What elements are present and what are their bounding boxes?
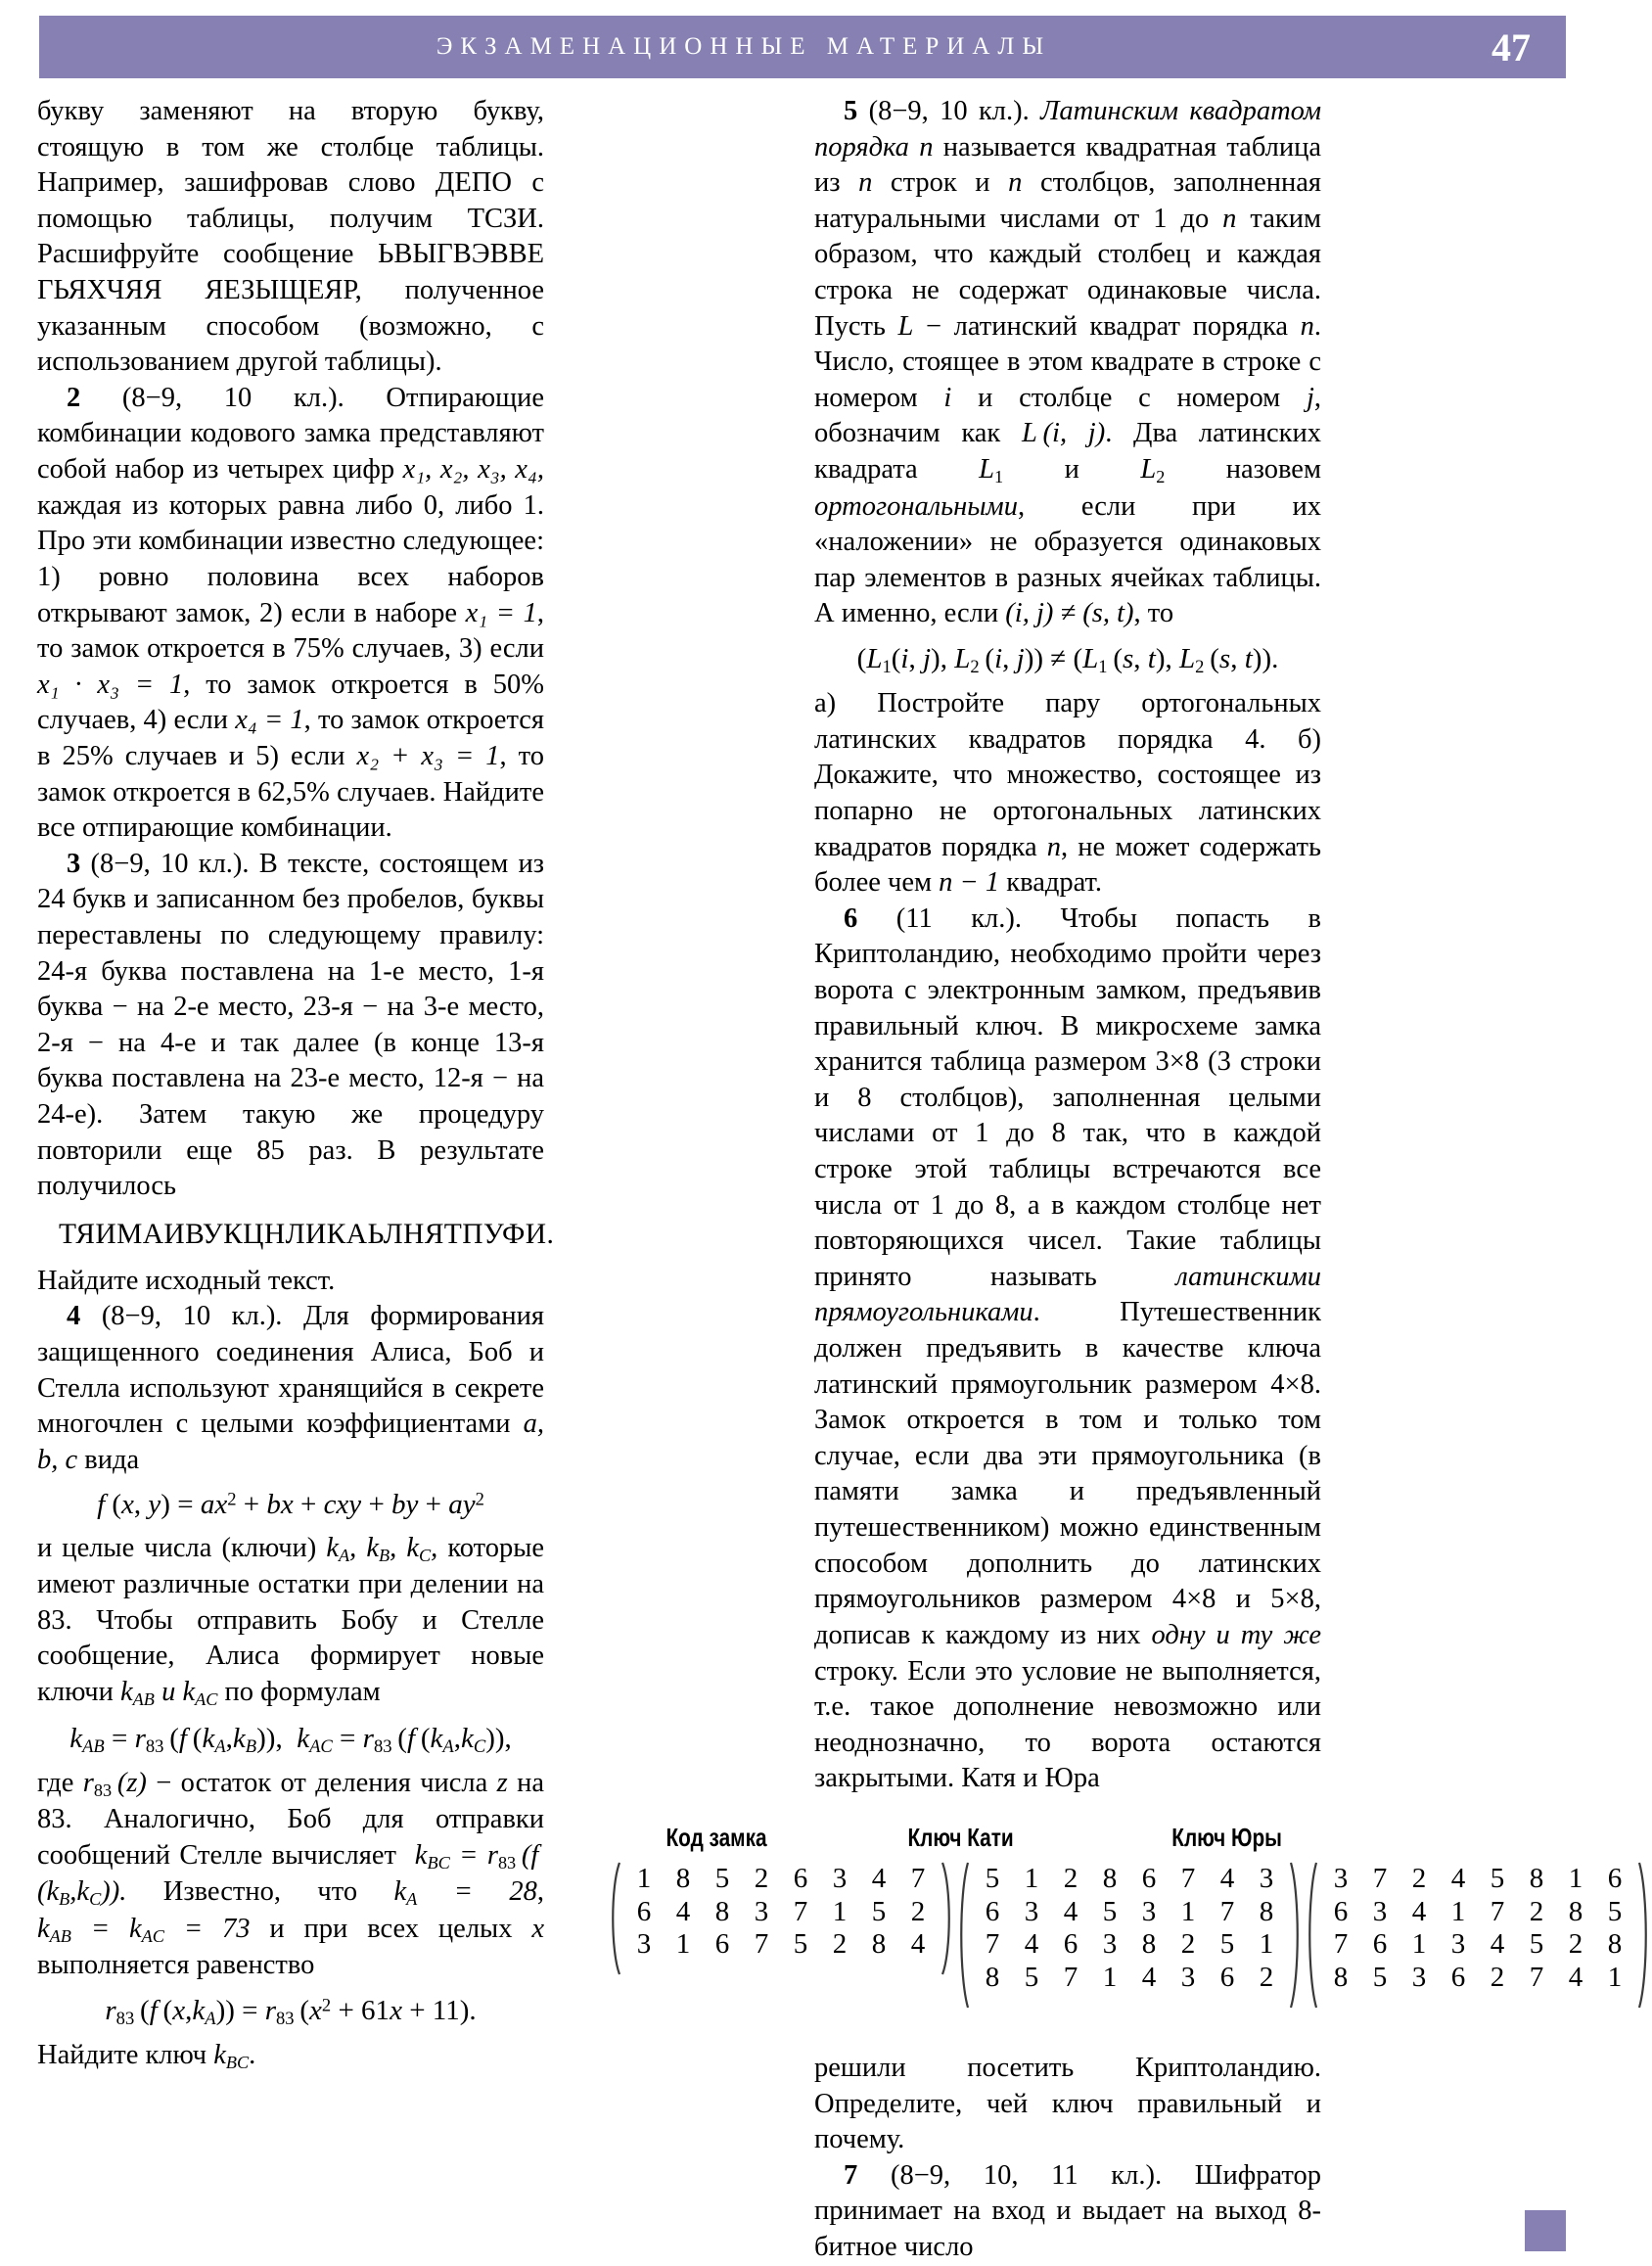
task-6-italic-2: одну и ту же	[1151, 1619, 1322, 1650]
matrix-cell: 8	[1141, 1928, 1157, 1961]
task-6-italic-1: латинскими прямоугольниками	[814, 1261, 1321, 1328]
matrix-cell: 2	[910, 1895, 926, 1927]
task-2-text-e: , то замок откроется в 25% случаев и 5) если	[37, 705, 545, 771]
task-4-text-k: и при всех целых	[250, 1913, 532, 1944]
matrix-cell: 5	[1607, 1895, 1623, 1927]
task-5-text-j: . Два латинских квадрата	[814, 418, 1321, 486]
page-title: ЭКЗАМЕНАЦИОННЫЕ МАТЕРИАЛЫ	[436, 33, 1052, 60]
matrix-lock-code-grid	[620, 1861, 941, 1976]
task-4-text-d: которые имеют различные остатки при делении на 83. Чтобы отправить Бобу и Стелле сообщение, Алиса формирует новые ключи	[37, 1532, 545, 1708]
task-5-Lij: L (i, j)	[1021, 418, 1106, 449]
task-5-text-b: называется квадратная таблица из	[814, 131, 1321, 199]
corner-marker	[1525, 2210, 1566, 2251]
task-6	[814, 902, 1321, 1797]
task-5-number: 5	[844, 96, 858, 126]
formula-kab-kac: $k_{AB} = r_{83}$ (f $(k_A,k_B)$), $k_{AC} = r_{83}$ (f $(k_A,k_C)$),	[69, 1722, 512, 1757]
matrix-label-katya-key: Ключ Кати	[907, 1823, 1014, 1852]
matrix-cell: 7	[1372, 1863, 1388, 1894]
task-2-vars: x₁, x₂, x₃, x₄,	[402, 454, 544, 486]
matrix-cell: 1	[1411, 1928, 1427, 1961]
task-5-nvar-3: n	[1222, 203, 1237, 234]
right-paren-icon	[1290, 1861, 1304, 2010]
left-paren-icon	[607, 1861, 620, 1976]
task-5-jvar: j	[1306, 382, 1314, 413]
matrix-cell: 6	[1450, 1961, 1466, 1993]
task-7-number: 7	[844, 2159, 858, 2191]
task-2-number: 2	[67, 382, 81, 413]
formula-f-xy: f (x, $y) = ax^2$ + bx + cxy + by + $ay^2$	[97, 1489, 484, 1521]
matrix-cell: 4	[1063, 1895, 1078, 1927]
task-4-xvar: x	[531, 1913, 545, 1944]
task-5-text-m: , если при их «наложении» не образуется одинаковых пар элементов в разных ячейках таблицы. А именно, если	[814, 490, 1321, 629]
matrix-cell: 4	[1141, 1961, 1157, 1993]
task-7-text: Шифратор принимает на вход и выдает на выход 8-битное число	[814, 2159, 1321, 2263]
task-2-cond-4: x₂ + x₃ = 1	[356, 740, 500, 771]
matrix-cell: 8	[1102, 1863, 1118, 1894]
matrix-cell: 2	[754, 1863, 769, 1894]
task-5-bound: n − 1	[939, 867, 1000, 899]
matrix-cell: 5	[793, 1928, 808, 1961]
matrix-cell: 8	[1568, 1895, 1583, 1927]
matrix-label-lock-code: Код замка	[665, 1823, 767, 1852]
matrix-cell: 1	[636, 1863, 652, 1894]
task-2-cond-1: x₁ = 1	[465, 597, 537, 628]
matrix-cell: 8	[1607, 1928, 1623, 1961]
matrix-cell: 2	[1063, 1863, 1078, 1894]
task-4-text-f: где	[37, 1767, 83, 1798]
matrix-cell: 8	[985, 1961, 1000, 1993]
task-4-text-c: и целые числа (ключи)	[37, 1532, 327, 1563]
task-3-after: Найдите исходный текст.	[37, 1265, 336, 1296]
task-6-after: решили посетить Криптоландию. Определите, чей ключ правильный и почему.	[814, 2053, 1321, 2155]
task-4-text-g: − остаток от деления числа	[146, 1767, 497, 1798]
matrix-cell: 6	[985, 1895, 1000, 1927]
task-6-number: 6	[844, 902, 858, 934]
matrix-cell: 4	[1490, 1928, 1505, 1961]
task-5-text-l: назовем	[1165, 454, 1321, 486]
matrix-cell: 8	[1259, 1895, 1274, 1927]
right-column	[814, 94, 1321, 1797]
matrix-cell: 7	[1180, 1863, 1196, 1894]
matrix-cell: 2	[1529, 1895, 1544, 1927]
task-6-dim-1: 3×8	[1155, 1046, 1200, 1078]
matrix-cell: 4	[675, 1895, 691, 1927]
matrix-row	[624, 1863, 938, 1896]
task-6-dim-4: 5×8	[1270, 1584, 1314, 1615]
task-4-text-i: Известно, что	[126, 1876, 394, 1908]
matrix-cell: 3	[636, 1928, 652, 1961]
task-4-text-b: вида	[77, 1444, 140, 1475]
task-4-text-a: Для формирования защищенного соединения Алиса, Боб и Стелла используют хранящийся в секрете многочлен с целыми коэффициентами	[37, 1301, 544, 1440]
task-5	[814, 94, 1321, 632]
page-number: 47	[1491, 24, 1531, 69]
matrix-row	[973, 1896, 1286, 1929]
matrix-row	[1321, 1962, 1634, 1995]
formula-r83-equality: $r_{83}$ (f $(x,k_A)) = r_{83}$ $(x^2 + 61x + 11)$.	[105, 1994, 477, 2030]
task-2-text-a: Отпирающие комбинации кодового замка представляют собой набор из четырех цифр	[37, 382, 544, 486]
task-4-zvar: z	[496, 1767, 508, 1798]
matrix-cell: 5	[1219, 1928, 1235, 1961]
matrix-cell: 3	[1333, 1863, 1349, 1894]
matrix-cell: 5	[1102, 1895, 1118, 1927]
matrices-row	[607, 1861, 1623, 2010]
task-4-part-2	[37, 1531, 544, 1712]
matrix-katya-key-grid	[969, 1861, 1290, 2010]
task-4-coeffs: a, b, c	[37, 1409, 544, 1475]
task-3-number: 3	[67, 848, 81, 879]
right-paren-icon	[1638, 1861, 1652, 2010]
matrix-cell: 1	[832, 1895, 848, 1927]
matrix-cell: 6	[1219, 1961, 1235, 1993]
task-4-formula-kbc: $k_{BC} = r_{83}$ (f $(k_B,k_C)$).	[37, 1839, 545, 1910]
task-2-grades: (8−9, 10 кл.).	[121, 382, 344, 413]
matrix-cell: 6	[714, 1928, 730, 1961]
matrix-cell: 6	[1063, 1928, 1078, 1961]
task-5-text-e: таким образом, что каждый столбец и каждая строка не содержат одинаковые числа. Пусть	[814, 203, 1321, 342]
matrix-cell: 1	[1102, 1961, 1118, 1993]
task-4-text-m: Найдите ключ	[37, 2039, 214, 2070]
matrix-cell: 1	[1259, 1928, 1274, 1961]
task-6-text-a: Чтобы попасть в Криптоландию, необходимо пройти через ворота с электронным замком, предъявив правильный ключ. В микросхеме замка хранится таблица размером	[814, 902, 1321, 1078]
task-5-text-g: . Число, стоящее в этом квадрате в строке с номером	[814, 310, 1321, 413]
task-5-nvar-5: n	[1046, 831, 1061, 862]
matrix-cell: 4	[1219, 1863, 1235, 1894]
right-paren-icon	[941, 1861, 955, 1976]
matrix-cell: 1	[1450, 1895, 1466, 1927]
task-5-L1: $L_1$	[979, 454, 1004, 487]
matrix-cell: 3	[1141, 1895, 1157, 1927]
task-2-text-f: , то замок откроется в 62,5% случаев. Найдите все отпирающие комбинации.	[37, 740, 544, 844]
task-4-keys: $k_A$, $k_B$, $k_C$,	[326, 1532, 438, 1565]
matrix-labels-row	[607, 1823, 1358, 1853]
task-5-ivar: i	[943, 382, 952, 413]
matrix-row	[1321, 1896, 1634, 1929]
task-5-text-p: , не может содержать более чем	[814, 831, 1321, 899]
matrix-cell: 2	[1490, 1961, 1505, 1993]
task-5-text-f: − латинский квадрат порядка	[913, 310, 1301, 342]
matrix-row	[624, 1928, 938, 1962]
matrix-cell: 8	[714, 1895, 730, 1927]
task-2-text-d: , то замок откроется в 50% случаев, 4) если	[37, 669, 544, 736]
matrix-yura-key	[1304, 1861, 1652, 2010]
matrix-cell: 2	[832, 1928, 848, 1961]
matrix-cell: 5	[1372, 1961, 1388, 1993]
task-5-text-q: квадрат.	[999, 867, 1102, 899]
task-5-text-k: и	[1003, 454, 1141, 486]
task-3-grades: (8−9, 10 кл.).	[90, 848, 250, 879]
matrix-cell: 3	[1024, 1895, 1039, 1927]
task-5-nvar-4: n	[1300, 310, 1314, 342]
matrix-row	[1321, 1863, 1634, 1896]
matrix-cell: 8	[675, 1863, 691, 1894]
matrix-cell: 4	[1568, 1961, 1583, 1993]
matrix-cell: 5	[1490, 1863, 1505, 1894]
matrix-row	[1321, 1928, 1634, 1962]
matrix-yura-key-grid	[1317, 1861, 1638, 2010]
matrix-cell: 1	[1024, 1863, 1039, 1894]
matrix-cell: 7	[793, 1895, 808, 1927]
matrix-cell: 4	[1411, 1895, 1427, 1927]
matrix-cell: 4	[910, 1928, 926, 1961]
matrix-cell: 4	[1024, 1928, 1039, 1961]
matrix-lock-code	[607, 1861, 955, 1976]
task-4-keys-2: $k_{AB}$ и $k_{AC}$	[120, 1677, 218, 1710]
matrix-cell: 3	[1102, 1928, 1118, 1961]
task-3-text: В тексте, состоящем из 24 букв и записанном без пробелов, буквы переставлены по следующему правилу: 24-я буква поставлена на 1-е место, 1-я буква − на 2-е место, 23-я − на 3-е место, 2-я − на 4-е и так далее (в конце 13-я буква поставлена на 23-е место, 12-я − на 24-е). Затем такую же процедуру повторили еще 85 раз. В результате получилось	[37, 848, 545, 1202]
task-4-part-3	[37, 1766, 544, 1984]
matrix-cell: 6	[793, 1863, 808, 1894]
task-5-part-b	[814, 686, 1321, 902]
matrix-cell: 6	[1141, 1863, 1157, 1894]
matrix-cell: 5	[1024, 1961, 1039, 1993]
task-6-dim-2: 4×8	[1270, 1368, 1314, 1400]
task-5-text-h: и столбце с номером	[951, 382, 1307, 413]
matrix-cell: 3	[1259, 1863, 1274, 1894]
task-6-grades: (11 кл.).	[895, 902, 1023, 934]
matrix-cell: 7	[1490, 1895, 1505, 1927]
task-4-text-h: на 83. Аналогично, Боб для отправки сообщений Стелле вычисляет	[37, 1767, 545, 1871]
matrix-row	[973, 1928, 1286, 1962]
matrix-row	[624, 1896, 938, 1929]
task-4-text-e: по формулам	[217, 1677, 381, 1708]
matrix-cell: 3	[1180, 1961, 1196, 1993]
matrix-cell: 3	[754, 1895, 769, 1927]
task-5-nvar-1: n	[858, 167, 873, 199]
right-column-tail	[814, 2051, 1321, 2266]
matrix-cell: 8	[871, 1928, 887, 1961]
matrix-cell: 6	[1607, 1863, 1623, 1894]
task-5-text-n: , то	[1133, 598, 1174, 629]
task-5-nvar-2: n	[1008, 167, 1023, 199]
matrix-cell: 4	[1450, 1863, 1466, 1894]
matrix-cell: 3	[1372, 1895, 1388, 1927]
matrix-cell: 6	[1372, 1928, 1388, 1961]
matrix-cell: 5	[985, 1863, 1000, 1894]
task-3-cipher-text: ТЯИМАИВУКЦНЛИКАЬЛНЯТПУФИ.	[59, 1218, 555, 1250]
matrix-cell: 1	[1180, 1895, 1196, 1927]
matrix-row	[973, 1863, 1286, 1896]
matrix-cell: 2	[1259, 1961, 1274, 1993]
matrix-cell: 7	[910, 1863, 926, 1894]
task-6-text-g: строку. Если это условие не выполняется, т.е. такое дополнение невозможно или неоднозначно, то ворота остаются закрытыми. Катя и Юра	[814, 1655, 1321, 1794]
matrices-figure	[607, 1823, 1623, 2010]
task-2-text-c: , то замок откроется в 75% случаев, 3) если	[37, 597, 544, 665]
matrix-cell: 1	[1607, 1961, 1623, 1993]
matrix-katya-key	[955, 1861, 1304, 2010]
matrix-cell: 3	[832, 1863, 848, 1894]
left-paren-icon	[1304, 1861, 1317, 2010]
task-6-dim-3: 4×8	[1171, 1584, 1216, 1615]
task-6-text-b: (3 строки и 8 столбцов), заполненная целыми числами от 1 до 8 так, что в каждой строке этой таблицы встречаются все числа от 1 до 8, а в каждом столбце нет повторяющихся чисел. Такие таблицы принято называть	[814, 1046, 1321, 1292]
task-7	[814, 2158, 1321, 2266]
matrix-cell: 2	[1180, 1928, 1196, 1961]
matrix-cell: 7	[754, 1928, 769, 1961]
task-5-text-c: строк и	[872, 167, 1009, 199]
task-4-answer-key: $k_{BC}$	[213, 2039, 250, 2072]
task-6-text-c: . Путешественник должен предъявить в качестве ключа латинский прямоугольник размером	[814, 1297, 1321, 1400]
matrix-cell: 4	[871, 1863, 887, 1894]
matrix-cell: 2	[1411, 1863, 1427, 1894]
task-4-text-l: выполняется равенство	[37, 1950, 315, 1981]
task-5-text-i: , обозначим как	[814, 382, 1322, 449]
task-2-text-b: каждая из которых равна либо 0, либо 1. Про эти комбинации известно следующее: 1) ровно половина всех наборов открывают замок, 2) если в наборе	[37, 489, 544, 628]
task-5-grades: (8−9, 10 кл.).	[868, 96, 1030, 126]
task-5-cond: (i, j) ≠ (s, t)	[1005, 598, 1134, 629]
matrix-cell: 7	[1333, 1928, 1349, 1961]
task-4-known-1: $k_A = 28$	[393, 1876, 537, 1910]
task-4-part-4	[37, 2038, 544, 2075]
task-5-text-d: столбцов, заполненная натуральными числами от 1 до	[814, 167, 1321, 234]
task-2-cond-3: x₄ = 1	[235, 705, 304, 736]
task-2	[37, 381, 544, 847]
matrix-cell: 7	[1219, 1895, 1235, 1927]
task-4-rz: $r_{83}$ (z)	[82, 1767, 147, 1800]
task-4-part-1	[37, 1299, 544, 1478]
task-5-L2: $L_2$	[1140, 454, 1166, 487]
matrix-label-yura-key: Ключ Юры	[1171, 1823, 1282, 1852]
task-7-grades: (8−9, 10, 11 кл.).	[890, 2159, 1163, 2191]
matrix-cell: 7	[985, 1928, 1000, 1961]
page-header-band	[39, 16, 1566, 78]
task-5-italic-2: ортогональными	[814, 490, 1018, 522]
matrix-cell: 3	[1411, 1961, 1427, 1993]
matrix-cell: 7	[1529, 1961, 1544, 1993]
task-4-grades: (8−9, 10 кл.).	[101, 1301, 283, 1332]
matrix-cell: 5	[714, 1863, 730, 1894]
matrix-cell: 1	[675, 1928, 691, 1961]
task-6-text-f: , дописав к каждому из них	[814, 1584, 1321, 1650]
matrix-cell: 6	[636, 1895, 652, 1927]
matrix-row	[973, 1962, 1286, 1995]
matrix-cell: 7	[1063, 1961, 1078, 1993]
matrix-cell: 1	[1568, 1863, 1583, 1894]
matrix-cell: 8	[1529, 1863, 1544, 1894]
matrix-cell: 5	[1529, 1928, 1544, 1961]
left-column	[37, 94, 555, 2074]
task-6-text-d: . Замок откроется в том и только том случае, если два эти прямоугольника (в памяти замка и предъявленный путешественником) можно единственным способом дополнить до латинских прямоугольников размером	[814, 1368, 1321, 1615]
task-3	[37, 847, 544, 1205]
left-paren-icon	[955, 1861, 969, 2010]
matrix-cell: 6	[1333, 1895, 1349, 1927]
task-2-cond-2: x₁ · x₃ = 1	[37, 669, 184, 700]
paragraph-continuation: букву заменяют на вторую букву, стоящую в том же столбце таблицы. Например, зашифровав слово ДЕПО с помощью таблицы, получим ТСЗИ. Расшифруйте сообщение ЬВЫГВЭВВЕ ГЬЯХЧЯЯ ЯЕЗЫЩЕЯР, полученное указанным способом (возможно, с использованием другой таблицы).	[37, 96, 544, 378]
task-5-italic-1: Латинским квадратом порядка n	[814, 96, 1322, 162]
matrix-cell: 5	[871, 1895, 887, 1927]
task-4-known-2: $k_{AB} = k_{AC} = 73$	[37, 1913, 251, 1946]
matrix-cell: 2	[1568, 1928, 1583, 1961]
task-4-text-j: ,	[536, 1876, 544, 1908]
matrix-cell: 8	[1333, 1961, 1349, 1993]
task-6-text-e: и	[1216, 1584, 1271, 1615]
matrix-cell: 3	[1450, 1928, 1466, 1961]
task-4-number: 4	[67, 1301, 81, 1332]
task-5-Lvar: L	[897, 310, 914, 342]
task-5-text-o: а) Постройте пару ортогональных латинских квадратов порядка 4. б) Докажите, что множество, состоящее из попарно не ортогональных латинских квадратов порядка	[814, 688, 1321, 862]
formula-orthogonal: ($L_1(i$, j), $L_2$ (i, $j)) \ne (L_1$ (s, t), $L_2$ (s, t)).	[856, 643, 1279, 678]
task-4-text-n: .	[249, 2039, 256, 2070]
